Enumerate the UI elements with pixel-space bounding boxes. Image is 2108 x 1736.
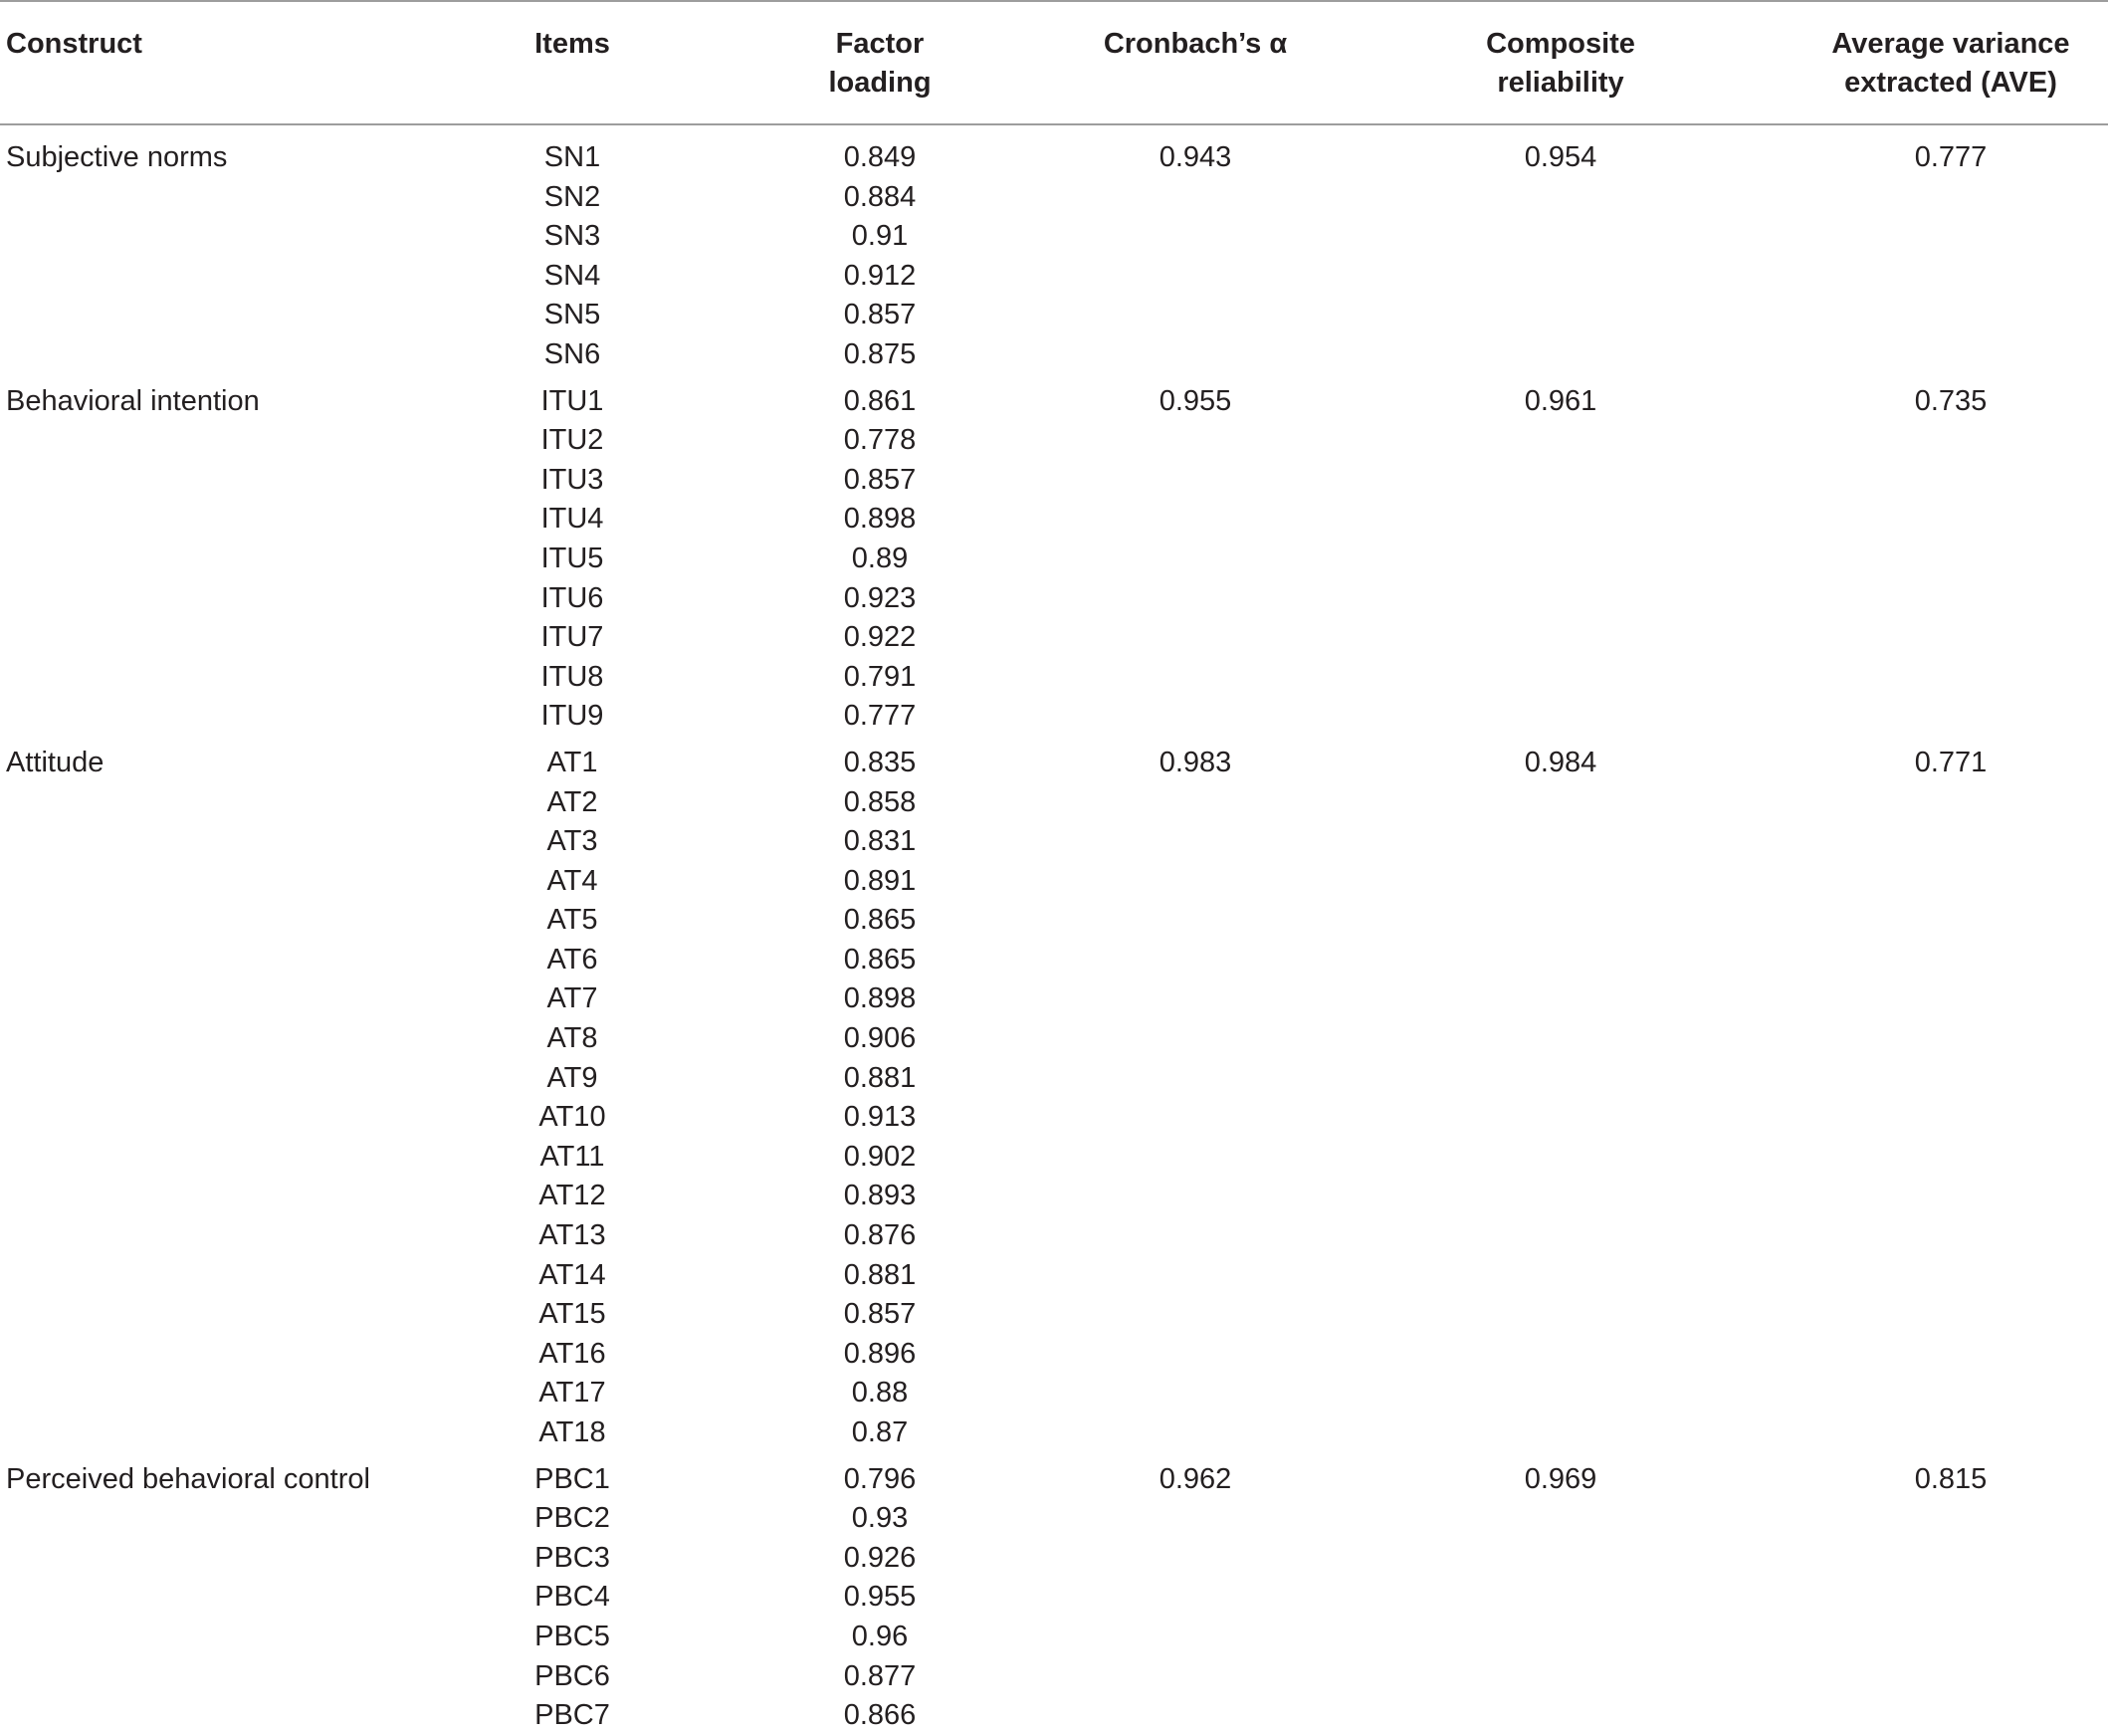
table-row — [0, 901, 2108, 941]
cronbach-cell: 0.983 — [1159, 746, 1232, 778]
ave-cell — [1793, 500, 2108, 540]
composite-reliability-cell — [1328, 1413, 1793, 1453]
factor-loading-cell: 0.791 — [843, 660, 917, 693]
construct-cell — [0, 335, 448, 375]
header-cronbach-alpha: Cronbach’s α — [1103, 28, 1288, 60]
cronbach-cell — [1063, 658, 1328, 698]
composite-reliability-cell — [1328, 1657, 1793, 1697]
construct-cell — [0, 822, 448, 862]
item-cell: PBC2 — [534, 1502, 610, 1535]
construct-cell — [0, 658, 448, 698]
ave-cell — [1793, 1256, 2108, 1296]
composite-reliability-cell — [1328, 335, 1793, 375]
factor-loading-cell: 0.88 — [851, 1377, 909, 1410]
construct-cell — [0, 1098, 448, 1138]
cronbach-cell — [1063, 1578, 1328, 1618]
item-cell: AT14 — [538, 1258, 606, 1291]
construct-cell: Subjective norms — [6, 141, 228, 173]
ave-cell — [1793, 1696, 2108, 1736]
table-row — [0, 375, 2108, 422]
construct-cell — [0, 579, 448, 619]
item-cell: ITU6 — [540, 581, 604, 614]
construct-cell — [0, 1335, 448, 1375]
ave-cell — [1793, 1413, 2108, 1453]
item-cell: ITU7 — [540, 621, 604, 654]
header-factor-loading: Factor loading — [828, 28, 932, 99]
composite-reliability-cell: 0.961 — [1524, 384, 1597, 417]
composite-reliability-cell — [1328, 1256, 1793, 1296]
cronbach-cell — [1063, 1059, 1328, 1099]
cronbach-cell — [1063, 1098, 1328, 1138]
item-cell: AT7 — [546, 982, 598, 1015]
cronbach-cell — [1063, 335, 1328, 375]
table-row — [0, 1216, 2108, 1256]
ave-cell — [1793, 1059, 2108, 1099]
factor-loading-cell: 0.906 — [843, 1022, 917, 1055]
construct-cell — [0, 1019, 448, 1059]
factor-loading-cell: 0.777 — [843, 700, 917, 733]
composite-reliability-cell — [1328, 1539, 1793, 1579]
cronbach-cell — [1063, 1374, 1328, 1413]
factor-loading-cell: 0.866 — [843, 1699, 917, 1732]
factor-loading-cell: 0.898 — [843, 982, 917, 1015]
item-cell: SN6 — [543, 337, 601, 370]
construct-cell — [0, 979, 448, 1019]
item-cell: SN1 — [543, 141, 601, 173]
construct-cell — [0, 217, 448, 257]
header-construct: Construct — [6, 28, 142, 60]
composite-reliability-cell — [1328, 217, 1793, 257]
composite-reliability-cell — [1328, 178, 1793, 218]
construct-cell: Behavioral intention — [6, 384, 260, 417]
factor-loading-cell: 0.881 — [843, 1258, 917, 1291]
factor-loading-cell: 0.831 — [843, 825, 917, 858]
composite-reliability-cell: 0.984 — [1524, 746, 1597, 778]
ave-cell: 0.735 — [1914, 384, 1988, 417]
construct-cell — [0, 1413, 448, 1453]
table-row — [0, 579, 2108, 619]
composite-reliability-cell: 0.954 — [1524, 141, 1597, 173]
factor-loading-cell: 0.91 — [851, 220, 909, 253]
ave-cell: 0.777 — [1914, 141, 1988, 173]
table-row — [0, 697, 2108, 737]
table-row — [0, 1618, 2108, 1657]
composite-reliability-cell — [1328, 941, 1793, 980]
table-row — [0, 1295, 2108, 1335]
ave-cell — [1793, 1098, 2108, 1138]
construct-cell — [0, 1138, 448, 1178]
ave-cell: 0.771 — [1914, 746, 1988, 778]
item-cell: AT6 — [546, 943, 598, 976]
construct-cell — [0, 257, 448, 297]
item-cell: PBC4 — [534, 1581, 610, 1614]
table-row — [0, 1098, 2108, 1138]
table-row — [0, 1453, 2108, 1500]
composite-reliability-cell — [1328, 1216, 1793, 1256]
cronbach-cell — [1063, 862, 1328, 902]
construct-cell — [0, 862, 448, 902]
ave-cell — [1793, 540, 2108, 579]
table-row — [0, 178, 2108, 218]
table-row — [0, 540, 2108, 579]
item-cell: SN4 — [543, 259, 601, 292]
construct-cell — [0, 1539, 448, 1579]
item-cell: AT8 — [546, 1022, 598, 1055]
table-row — [0, 335, 2108, 375]
item-cell: AT9 — [546, 1061, 598, 1094]
factor-loading-cell: 0.877 — [843, 1659, 917, 1692]
ave-cell — [1793, 783, 2108, 823]
factor-loading-cell: 0.896 — [843, 1337, 917, 1370]
composite-reliability-cell — [1328, 1295, 1793, 1335]
table-row — [0, 1256, 2108, 1296]
item-cell: PBC3 — [534, 1541, 610, 1574]
factor-loading-cell: 0.96 — [851, 1620, 909, 1652]
factor-loading-cell: 0.922 — [843, 621, 917, 654]
item-cell: AT2 — [546, 785, 598, 818]
construct-cell — [0, 1618, 448, 1657]
ave-cell — [1793, 1216, 2108, 1256]
ave-cell — [1793, 697, 2108, 737]
header-row — [0, 1, 2108, 124]
table-row — [0, 941, 2108, 980]
composite-reliability-cell — [1328, 979, 1793, 1019]
item-cell: ITU2 — [540, 424, 604, 457]
construct-cell — [0, 1696, 448, 1736]
composite-reliability-cell — [1328, 822, 1793, 862]
table-row — [0, 1019, 2108, 1059]
item-cell: ITU5 — [540, 542, 604, 574]
cronbach-cell — [1063, 1295, 1328, 1335]
construct-cell — [0, 1059, 448, 1099]
ave-cell — [1793, 1019, 2108, 1059]
item-cell: PBC1 — [534, 1462, 610, 1495]
item-cell: ITU3 — [540, 463, 604, 496]
construct-cell — [0, 540, 448, 579]
cronbach-cell — [1063, 1539, 1328, 1579]
cronbach-cell — [1063, 217, 1328, 257]
ave-cell — [1793, 461, 2108, 501]
ave-cell — [1793, 1295, 2108, 1335]
cronbach-cell — [1063, 783, 1328, 823]
factor-loading-cell: 0.89 — [851, 542, 909, 574]
item-cell: AT16 — [538, 1337, 606, 1370]
factor-loading-cell: 0.902 — [843, 1140, 917, 1173]
cronbach-cell — [1063, 979, 1328, 1019]
table-row — [0, 822, 2108, 862]
factor-loading-cell: 0.881 — [843, 1061, 917, 1094]
construct-cell — [0, 697, 448, 737]
composite-reliability-cell — [1328, 862, 1793, 902]
cronbach-cell — [1063, 540, 1328, 579]
ave-cell — [1793, 421, 2108, 461]
composite-reliability-cell — [1328, 257, 1793, 297]
construct-cell — [0, 1177, 448, 1216]
construct-cell — [0, 1295, 448, 1335]
table-row — [0, 1059, 2108, 1099]
cronbach-cell — [1063, 461, 1328, 501]
cronbach-cell — [1063, 178, 1328, 218]
construct-cell — [0, 421, 448, 461]
cronbach-cell — [1063, 296, 1328, 335]
composite-reliability-cell — [1328, 296, 1793, 335]
table-row — [0, 500, 2108, 540]
item-cell: SN2 — [543, 180, 601, 213]
table-row — [0, 1177, 2108, 1216]
ave-cell — [1793, 822, 2108, 862]
cronbach-cell — [1063, 1499, 1328, 1539]
item-cell: AT1 — [546, 746, 598, 778]
cronbach-cell — [1063, 1216, 1328, 1256]
factor-loading-cell: 0.955 — [843, 1581, 917, 1614]
factor-loading-cell: 0.796 — [843, 1462, 917, 1495]
cronbach-cell — [1063, 1657, 1328, 1697]
construct-cell — [0, 901, 448, 941]
construct-cell — [0, 1578, 448, 1618]
item-cell: AT3 — [546, 825, 598, 858]
item-cell: AT5 — [546, 904, 598, 937]
ave-cell — [1793, 178, 2108, 218]
table-row — [0, 862, 2108, 902]
cronbach-cell — [1063, 901, 1328, 941]
factor-loading-cell: 0.923 — [843, 581, 917, 614]
cronbach-cell — [1063, 941, 1328, 980]
ave-cell — [1793, 1499, 2108, 1539]
ave-cell — [1793, 1539, 2108, 1579]
factor-loading-cell: 0.898 — [843, 503, 917, 536]
factor-loading-cell: 0.865 — [843, 943, 917, 976]
factor-loading-cell: 0.849 — [843, 141, 917, 173]
construct-cell — [0, 1657, 448, 1697]
item-cell: ITU4 — [540, 503, 604, 536]
factor-loading-cell: 0.875 — [843, 337, 917, 370]
item-cell: PBC7 — [534, 1699, 610, 1732]
ave-cell — [1793, 217, 2108, 257]
item-cell: SN5 — [543, 299, 601, 331]
factor-loading-cell: 0.893 — [843, 1180, 917, 1212]
table-row — [0, 1335, 2108, 1375]
table-row — [0, 979, 2108, 1019]
table-header — [0, 1, 2108, 124]
construct-cell — [0, 1374, 448, 1413]
composite-reliability-cell — [1328, 1098, 1793, 1138]
composite-reliability-cell — [1328, 658, 1793, 698]
factor-loading-cell: 0.884 — [843, 180, 917, 213]
composite-reliability-cell — [1328, 1696, 1793, 1736]
table-row — [0, 737, 2108, 783]
construct-cell — [0, 618, 448, 658]
table-row — [0, 257, 2108, 297]
ave-cell — [1793, 1138, 2108, 1178]
ave-cell — [1793, 296, 2108, 335]
composite-reliability-cell — [1328, 618, 1793, 658]
factor-loading-cell: 0.891 — [843, 864, 917, 897]
composite-reliability-cell — [1328, 1499, 1793, 1539]
cronbach-cell — [1063, 1256, 1328, 1296]
item-cell: PBC5 — [534, 1620, 610, 1652]
construct-cell — [0, 1256, 448, 1296]
composite-reliability-cell — [1328, 1618, 1793, 1657]
item-cell: ITU8 — [540, 660, 604, 693]
item-cell: AT15 — [538, 1298, 606, 1331]
item-cell: AT13 — [538, 1219, 606, 1252]
table-row — [0, 783, 2108, 823]
ave-cell — [1793, 862, 2108, 902]
item-cell: AT17 — [538, 1377, 606, 1410]
cronbach-cell — [1063, 1335, 1328, 1375]
item-cell: AT12 — [538, 1180, 606, 1212]
construct-cell — [0, 178, 448, 218]
item-cell: SN3 — [543, 220, 601, 253]
composite-reliability-cell — [1328, 579, 1793, 619]
ave-cell — [1793, 1657, 2108, 1697]
composite-reliability-cell — [1328, 1578, 1793, 1618]
ave-cell — [1793, 1177, 2108, 1216]
ave-cell — [1793, 1618, 2108, 1657]
ave-cell — [1793, 979, 2108, 1019]
composite-reliability-cell — [1328, 1059, 1793, 1099]
cronbach-cell — [1063, 500, 1328, 540]
cronbach-cell — [1063, 1177, 1328, 1216]
cronbach-cell — [1063, 1413, 1328, 1453]
factor-loading-cell: 0.857 — [843, 1298, 917, 1331]
cronbach-cell — [1063, 618, 1328, 658]
table-row — [0, 124, 2108, 178]
cronbach-cell — [1063, 257, 1328, 297]
cronbach-cell — [1063, 579, 1328, 619]
ave-cell — [1793, 1374, 2108, 1413]
composite-reliability-cell — [1328, 540, 1793, 579]
table-row — [0, 1539, 2108, 1579]
table-row — [0, 1413, 2108, 1453]
table-row — [0, 1578, 2108, 1618]
composite-reliability-cell — [1328, 901, 1793, 941]
header-ave: Average variance extracted (AVE) — [1831, 28, 2070, 99]
composite-reliability-cell — [1328, 1374, 1793, 1413]
factor-loading-cell: 0.858 — [843, 785, 917, 818]
composite-reliability-cell — [1328, 1138, 1793, 1178]
ave-cell — [1793, 901, 2108, 941]
construct-cell — [0, 500, 448, 540]
cronbach-cell: 0.955 — [1159, 384, 1232, 417]
composite-reliability-cell — [1328, 783, 1793, 823]
item-cell: AT10 — [538, 1101, 606, 1134]
construct-cell: Perceived behavioral control — [6, 1462, 370, 1495]
table-row — [0, 618, 2108, 658]
table-row — [0, 421, 2108, 461]
cronbach-cell — [1063, 697, 1328, 737]
composite-reliability-cell: 0.969 — [1524, 1462, 1597, 1495]
cronbach-cell: 0.943 — [1159, 141, 1232, 173]
ave-cell — [1793, 335, 2108, 375]
construct-cell — [0, 941, 448, 980]
factor-loading-cell: 0.926 — [843, 1541, 917, 1574]
factor-loading-cell: 0.861 — [843, 384, 917, 417]
table-row — [0, 1696, 2108, 1736]
ave-cell — [1793, 1335, 2108, 1375]
composite-reliability-cell — [1328, 697, 1793, 737]
construct-cell — [0, 461, 448, 501]
composite-reliability-cell — [1328, 1335, 1793, 1375]
table-row — [0, 1499, 2108, 1539]
item-cell: AT4 — [546, 864, 598, 897]
composite-reliability-cell — [1328, 461, 1793, 501]
table-row — [0, 658, 2108, 698]
item-cell: AT11 — [539, 1140, 605, 1173]
table-body — [0, 124, 2108, 1736]
factor-loading-cell: 0.87 — [851, 1416, 909, 1448]
cronbach-cell: 0.962 — [1159, 1462, 1232, 1495]
ave-cell — [1793, 941, 2108, 980]
factor-loading-cell: 0.876 — [843, 1219, 917, 1252]
factor-loading-cell: 0.912 — [843, 259, 917, 292]
item-cell: PBC6 — [534, 1659, 610, 1692]
item-cell: AT18 — [538, 1416, 606, 1448]
ave-cell: 0.815 — [1914, 1462, 1988, 1495]
construct-cell: Attitude — [6, 746, 105, 778]
factor-loading-cell: 0.93 — [851, 1502, 909, 1535]
cronbach-cell — [1063, 1618, 1328, 1657]
item-cell: ITU1 — [540, 384, 604, 417]
construct-cell — [0, 1216, 448, 1256]
ave-cell — [1793, 579, 2108, 619]
ave-cell — [1793, 257, 2108, 297]
construct-cell — [0, 1499, 448, 1539]
factor-loading-cell: 0.835 — [843, 746, 917, 778]
composite-reliability-cell — [1328, 1019, 1793, 1059]
factor-loading-cell: 0.778 — [843, 424, 917, 457]
factor-loading-cell: 0.865 — [843, 904, 917, 937]
ave-cell — [1793, 658, 2108, 698]
header-composite-reliability: Composite reliability — [1486, 28, 1635, 99]
header-items: Items — [534, 28, 610, 60]
ave-cell — [1793, 1578, 2108, 1618]
table-row — [0, 1657, 2108, 1697]
construct-cell — [0, 783, 448, 823]
cronbach-cell — [1063, 421, 1328, 461]
table-row — [0, 296, 2108, 335]
cronbach-cell — [1063, 822, 1328, 862]
table-row — [0, 217, 2108, 257]
construct-cell — [0, 296, 448, 335]
cronbach-cell — [1063, 1019, 1328, 1059]
item-cell: ITU9 — [540, 700, 604, 733]
composite-reliability-cell — [1328, 421, 1793, 461]
table-row — [0, 1374, 2108, 1413]
factor-loading-cell: 0.913 — [843, 1101, 917, 1134]
cronbach-cell — [1063, 1138, 1328, 1178]
table-row — [0, 461, 2108, 501]
factor-loading-cell: 0.857 — [843, 463, 917, 496]
cronbach-cell — [1063, 1696, 1328, 1736]
ave-cell — [1793, 618, 2108, 658]
table-row — [0, 1138, 2108, 1178]
composite-reliability-cell — [1328, 500, 1793, 540]
composite-reliability-cell — [1328, 1177, 1793, 1216]
factor-loading-cell: 0.857 — [843, 299, 917, 331]
